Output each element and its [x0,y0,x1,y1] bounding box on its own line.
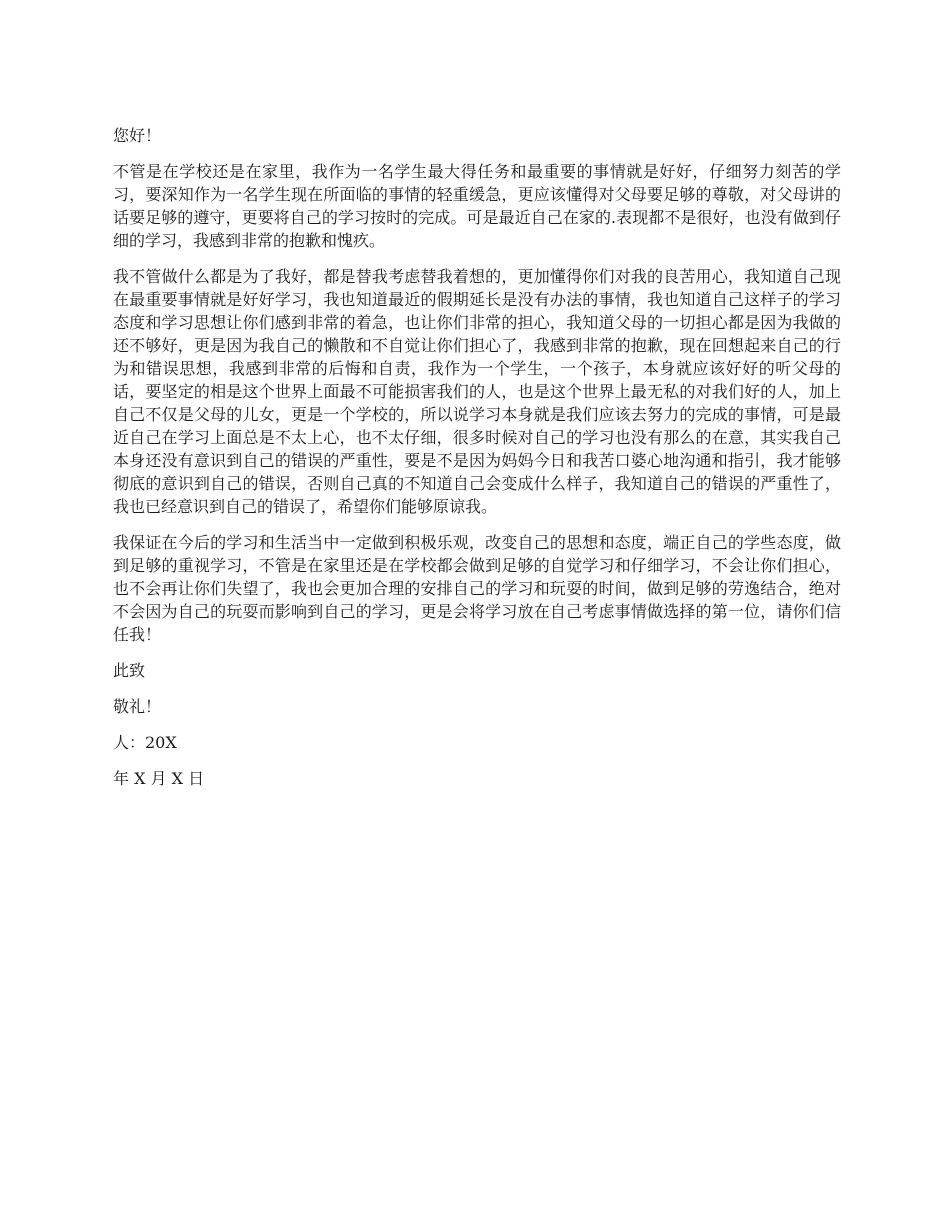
letter-document [113,124,841,803]
letter-salute: 敬礼！ [113,697,162,716]
letter-paragraph-1: 不管是在学校还是在家里，我作为一名学生最大得任务和最重要的事情就是好好，仔细努力刻苦的学习，要深知作为一名学生现在所面临的事情的轻重缓急，更应该懂得对父母要足够的尊敬，对父母讲的话要足够的遵守，更要将自己的学习按时的完成。可是最近自己在家的.表现都不是很好，也没有做到仔细的学习，我感到非常的抱歉和愧疚。 [113,162,841,250]
letter-closing: 此致 [113,661,146,680]
letter-greeting: 您好！ [113,126,162,145]
letter-paragraph-2: 我不管做什么都是为了我好，都是替我考虑替我着想的，更加懂得你们对我的良苦用心，我知道自己现在最重要事情就是好好学习，我也知道最近的假期延长是没有办法的事情，我也知道自己这样子的学习态度和学习思想让你们感到非常的着急，也让你们非常的担心，我知道父母的一切担心都是因为我做的还不够好，更是因为我自己的懒散和不自觉让你们担心了，我感到非常的抱歉，现在回想起来自己的行为和错误思想，我感到非常的后悔和自责，我作为一个学生，一个孩子，本身就应该好好的听父母的话，要坚定的相是这个世界上面最不可能损害我们的人，也是这个世界上最无私的对我们好的人，加上自己不仅是父母的儿女，更是一个学校的，所以说学习本身就是我们应该去努力的完成的事情，可是最近自己在学习上面总是不太上心，也不太仔细，很多时候对自己的学习也没有那么的在意，其实我自己本身还没有意识到自己的错误的严重性，要是不是因为妈妈今日和我苦口婆心地沟通和指引，我才能够彻底的意识到自己的错误，否则自己真的不知道自己会变成什么样子，我知道自己的错误的严重性了，我也已经意识到自己的错误了，希望你们能够原谅我。 [113,267,841,516]
letter-paragraph-3: 我保证在今后的学习和生活当中一定做到积极乐观，改变自己的思想和态度，端正自己的学些态度，做到足够的重视学习，不管是在家里还是在学校都会做到足够的自觉学习和仔细学习，不会让你们担心，也不会再让你们失望了，我也会更加合理的安排自己的学习和玩耍的时间，做到足够的劳逸结合，绝对不会因为自己的玩耍而影响到自己的学习，更是会将学习放在自己考虑事情做选择的第一位，请你们信任我！ [113,533,841,644]
letter-signature: 人：20X [113,733,177,752]
letter-date: 年 X 月 X 日 [113,769,205,788]
